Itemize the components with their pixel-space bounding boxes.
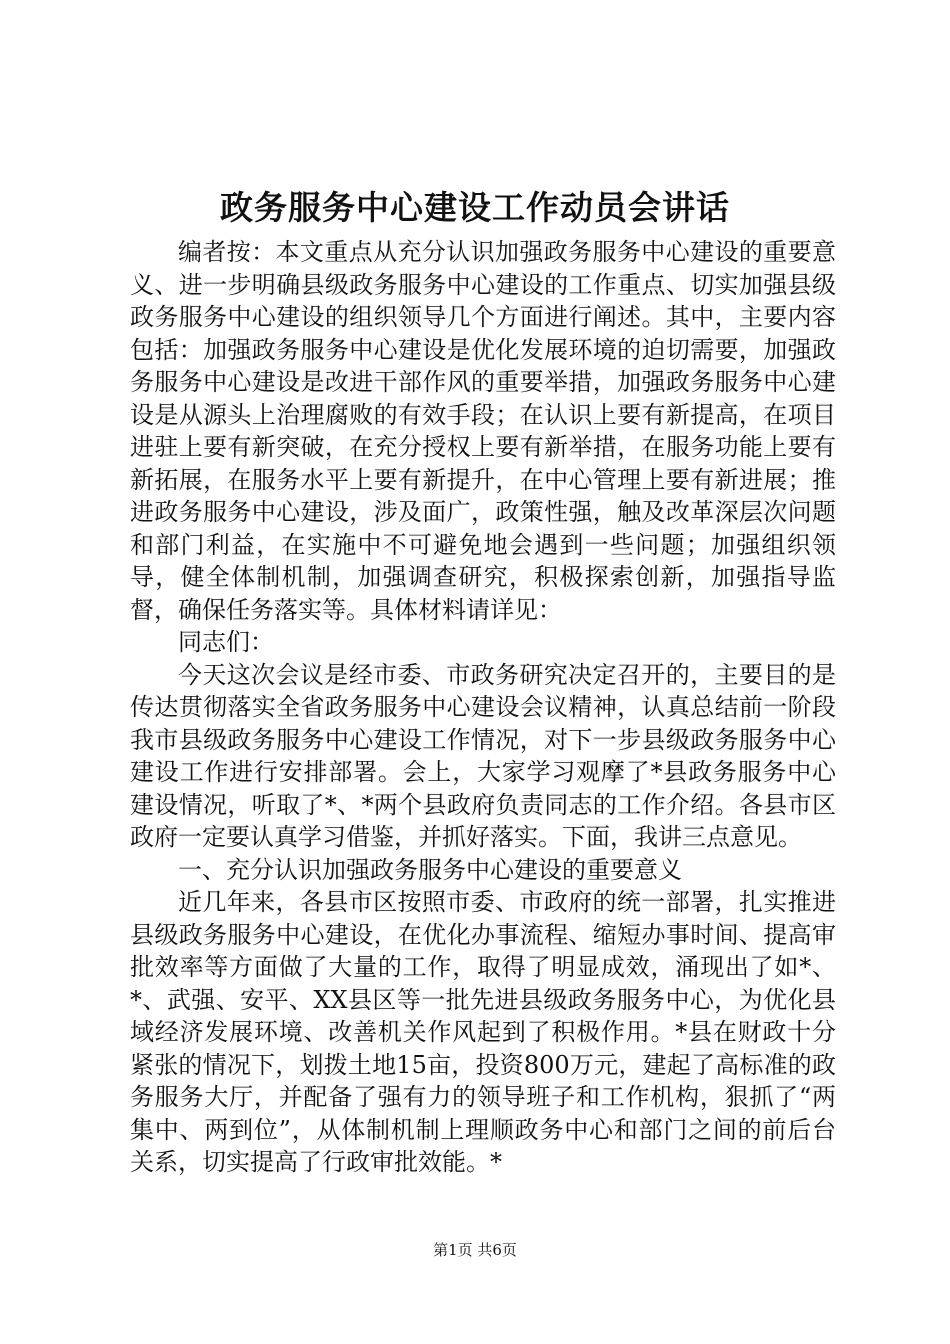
intro-paragraph: 今天这次会议是经市委、市政务研究决定召开的，主要目的是传达贯彻落实全省政务服务中心建设会议精神，认真总结前一阶段我市县级政务服务中心建设工作情况，对下一步县级政务服务中心建设工作进行安排部署。会上，大家学习观摩了*县政务服务中心建设情况，听取了*、*两个县政府负责同志的工作介绍。各县市区政府一定要认真学习借鉴，并抓好落实。下面，我讲三点意见。 [130, 660, 836, 851]
document-body [130, 236, 836, 1179]
section-paragraph: 近几年来，各县市区按照市委、市政府的统一部署，扎实推进县级政务服务中心建设，在优化办事流程、缩短办事时间、提高审批效率等方面做了大量的工作，取得了明显成效，涌现出了如*、*、武强、安平、XX县区等一批先进县级政务服务中心，为优化县域经济发展环境、改善机关作风起到了积极作用。*县在财政十分紧张的情况下，划拨土地15亩，投资800万元，建起了高标准的政务服务大厅，并配备了强有力的领导班子和工作机构，狠抓了“两集中、两到位”，从体制机制上理顺政务中心和部门之间的前后台关系，切实提高了行政审批效能。* [130, 888, 836, 1176]
page-number-footer: 第1页 共6页 [433, 1241, 517, 1259]
salutation-paragraph: 同志们： [178, 628, 274, 656]
section-heading: 一、充分认识加强政务服务中心建设的重要意义 [178, 855, 682, 884]
document-title: 政务服务中心建设工作动员会讲话 [220, 188, 730, 227]
editor-note-paragraph: 编者按：本文重点从充分认识加强政务服务中心建设的重要意义、进一步明确县级政务服务中心建设的工作重点、切实加强县级政务服务中心建设的组织领导几个方面进行阐述。其中，主要内容包括：加强政务服务中心建设是优化发展环境的迫切需要，加强政务服务中心建设是改进干部作风的重要举措，加强政务服务中心建设是从源头上治理腐败的有效手段；在认识上要有新提高，在项目进驻上要有新突破，在充分授权上要有新举措，在服务功能上要有新拓展，在服务水平上要有新提升，在中心管理上要有新进展；推进政务服务中心建设，涉及面广，政策性强，触及改革深层次问题和部门利益，在实施中不可避免地会遇到一些问题；加强组织领导，健全体制机制，加强调查研究，积极探索创新，加强指导监督，确保任务落实等。具体材料请详见： [130, 238, 836, 624]
